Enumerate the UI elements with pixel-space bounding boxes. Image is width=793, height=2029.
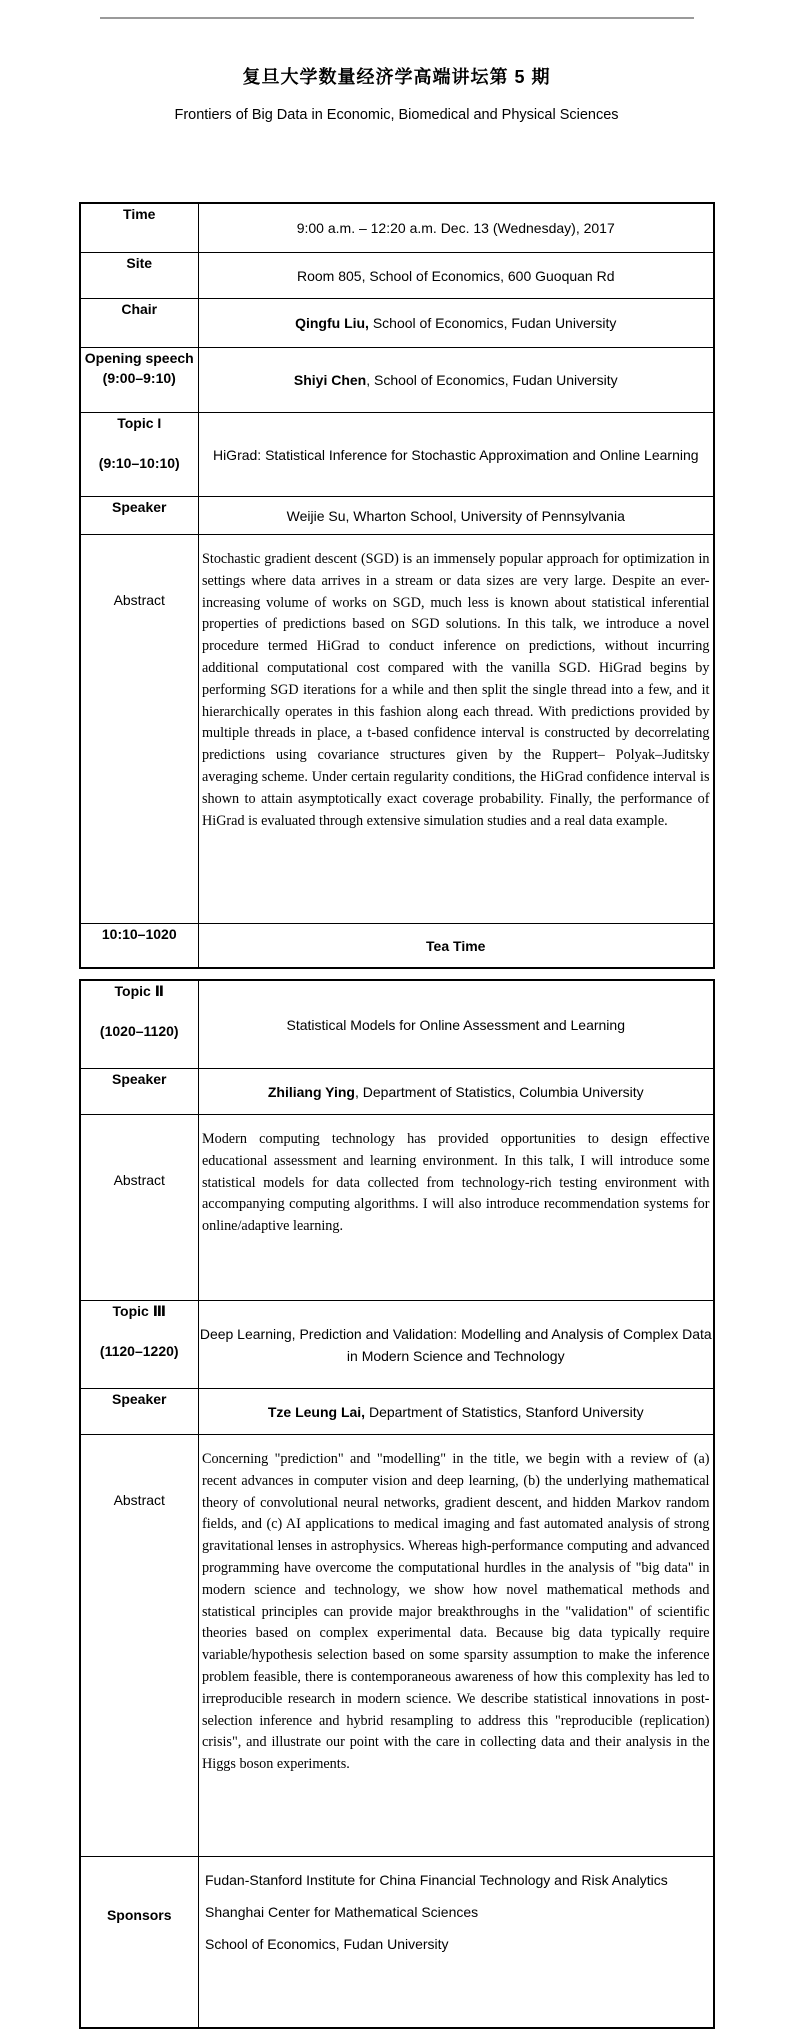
speaker2-affiliation: , Department of Statistics, Columbia University: [354, 1083, 644, 1100]
speaker3-affiliation: Department of Statistics, Stanford University: [365, 1403, 644, 1420]
topic1-label-text: Topic I: [117, 415, 162, 431]
topic2-label: [80, 980, 199, 1069]
opening-speech-value: [199, 348, 714, 413]
site-value: Room 805, School of Economics, 600 Guoquan Rd: [199, 253, 714, 299]
topic2-label-text: Topic Ⅱ: [114, 983, 164, 999]
chair-name: Qingfu Liu,: [295, 315, 369, 331]
row-time: [80, 203, 714, 253]
row-abstract2: [80, 1115, 714, 1301]
row-chair: [80, 299, 714, 348]
tea-time-label: 10:10–1020: [80, 924, 199, 969]
row-topic2: [80, 980, 714, 1069]
sponsor-item: Shanghai Center for Mathematical Sciences: [205, 1904, 479, 1920]
row-sponsors: [80, 1857, 714, 2029]
chair-affiliation: School of Economics, Fudan University: [368, 315, 617, 331]
document-page: [0, 17, 793, 1952]
topic2-title: Statistical Models for Online Assessment and Learning: [199, 980, 714, 1069]
sponsors-list: [199, 1857, 714, 2029]
opening-speech-label: [80, 348, 199, 413]
opening-speaker-affiliation: , School of Economics, Fudan University: [366, 372, 618, 388]
opening-speaker-name: Shiyi Chen: [293, 372, 367, 388]
time-label: Time: [80, 203, 199, 253]
abstract1-text: Stochastic gradient descent (SGD) is an immensely popular approach for optimization in settings where data arrives in a stream or data sizes are very large. Despite an ever-increasing volume of works on SGD, much less is known about statistical inferential properties of predictions based on SGD solutions. In this talk, we introduce a novel procedure termed HiGrad to conduct inference on predictions, without incurring additional computational cost compared with the vanilla SGD. HiGrad begins by performing SGD iterations for a while and then split the single thread into a few, and it hierarchically operates in this fashion along each thread. With predictions provided by multiple threads in place, a t-based confidence interval is constructed by decorrelating predictions using covariance structures given by the Ruppert– Polyak–Juditsky averaging scheme. Under certain regularity conditions, the HiGrad confidence interval is shown to attain asymptotically exact coverage probability. Finally, the performance of HiGrad is evaluated through extensive simulation studies and a real data example.: [199, 535, 714, 924]
time-value: 9:00 a.m. – 12:20 a.m. Dec. 13 (Wednesday), 2017: [199, 203, 714, 253]
schedule-table-late-morning: [79, 979, 715, 2029]
schedule-table-morning: [79, 202, 715, 969]
abstract2-text: Modern computing technology has provided opportunities to design effective educational assessment and learning environment. In this talk, I will introduce some statistical models for data collected from technology-rich testing environment with accompanying computing algorithms. I will also introduce recommendation systems for online/adaptive learning.: [199, 1115, 714, 1301]
header-rule: [100, 17, 694, 19]
abstract3-label: Abstract: [80, 1435, 199, 1857]
topic1-title: HiGrad: Statistical Inference for Stochastic Approximation and Online Learning: [199, 413, 714, 497]
row-abstract3: [80, 1435, 714, 1857]
speaker2-value: [199, 1069, 714, 1115]
topic1-label: [80, 413, 199, 497]
topic3-time: (1120–1220): [99, 1343, 179, 1359]
page-subtitle: Frontiers of Big Data in Economic, Biomedical and Physical Sciences: [174, 107, 619, 123]
topic2-time: (1020–1120): [99, 1023, 179, 1039]
tea-time-value: Tea Time: [199, 924, 714, 969]
speaker1-label: Speaker: [80, 497, 199, 535]
speaker3-label: Speaker: [80, 1389, 199, 1435]
topic3-title: Deep Learning, Prediction and Validation: Modelling and Analysis of Complex Data in Modern Science and Technology: [199, 1301, 714, 1389]
sponsor-item: School of Economics, Fudan University: [205, 1936, 449, 1952]
site-label: Site: [80, 253, 199, 299]
opening-speech-time: (9:00–9:10): [102, 370, 176, 386]
topic3-label-text: Topic Ⅲ: [112, 1303, 166, 1319]
speaker1-value: Weijie Su, Wharton School, University of Pennsylvania: [199, 497, 714, 535]
speaker3-name: Tze Leung Lai,: [267, 1403, 366, 1420]
opening-speech-label-text: Opening speech: [84, 350, 194, 366]
abstract1-label: Abstract: [80, 535, 199, 924]
chair-label: Chair: [80, 299, 199, 348]
chair-value: [199, 299, 714, 348]
row-topic1: [80, 413, 714, 497]
topic1-time: (9:10–10:10): [98, 455, 180, 471]
speaker3-value: [199, 1389, 714, 1435]
row-abstract1: [80, 535, 714, 924]
row-site: [80, 253, 714, 299]
sponsor-item: Fudan-Stanford Institute for China Financial Technology and Risk Analytics: [205, 1872, 668, 1888]
abstract2-label: Abstract: [80, 1115, 199, 1301]
page-title: 复旦大学数量经济学高端讲坛第 5 期: [242, 67, 551, 87]
abstract3-text: Concerning "prediction" and "modelling" in the title, we begin with a review of (a) recent advances in computer vision and deep learning, (b) the underlying mathematical theory of convolutional neural networks, gradient descent, and hidden Markov random fields, and (c) AI applications to medical imaging and fast automated analysis of strong gravitational lenses in astrophysics. Whereas high-performance computing and advanced programming have overcome the computational hurdles in the analysis of "big data" in modern science and technology, we show how novel mathematical methods and statistical principles can provide major breakthroughs in the "validation" of scientific theories based on complex experimental data. Because big data typically require variable/hypothesis selection based on some sparsity assumption to make the inference problem feasible, there is contemporaneous awareness of how this complexity has led to irreproducible research in modern science. We describe statistical innovations in post-selection inference and hybrid resampling to address this "reproducible (replication) crisis", and illustrate our point with the care in collecting data and their analysis in the Higgs boson experiments.: [199, 1435, 714, 1857]
row-tea-time: [80, 924, 714, 969]
row-speaker2: [80, 1069, 714, 1115]
row-speaker3: [80, 1389, 714, 1435]
sponsors-label: Sponsors: [80, 1857, 199, 2029]
row-topic3: [80, 1301, 714, 1389]
speaker2-name: Zhiliang Ying: [267, 1083, 355, 1100]
speaker2-label: Speaker: [80, 1069, 199, 1115]
row-speaker1: [80, 497, 714, 535]
row-opening-speech: [80, 348, 714, 413]
topic3-label: [80, 1301, 199, 1389]
